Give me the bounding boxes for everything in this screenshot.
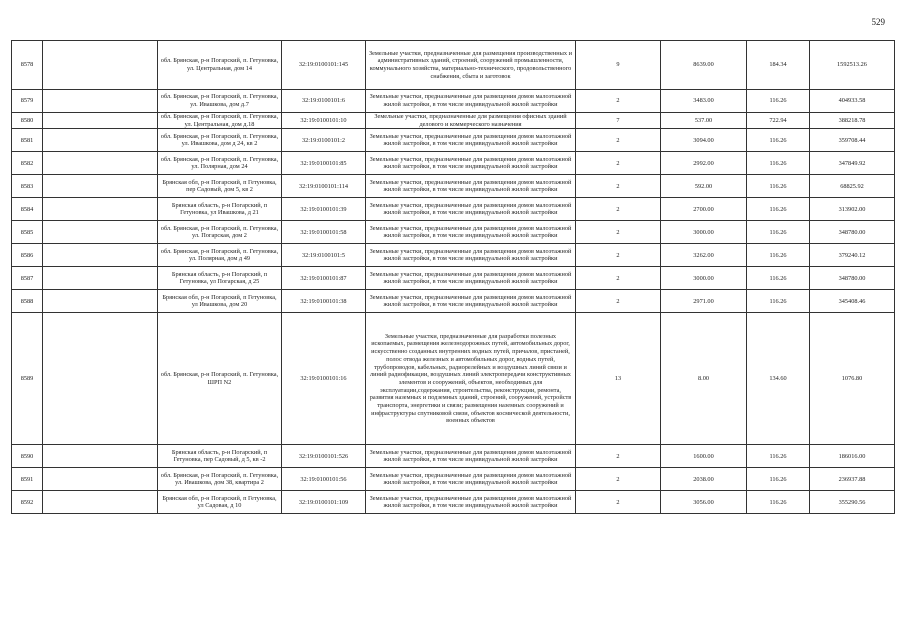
area-cell: 3000.00 <box>661 221 747 244</box>
row-number: 8588 <box>12 290 43 313</box>
area-cell: 3056.00 <box>661 491 747 514</box>
table-row <box>12 491 895 514</box>
specific-value-cell: 116.26 <box>747 468 810 491</box>
cadastral-number-cell: 32:19:0100101:56 <box>282 468 366 491</box>
land-use-cell: Земельные участки, предназначенные для размещения офисных зданий делового и коммерческого назначения <box>366 113 576 129</box>
table-row <box>12 267 895 290</box>
table-row <box>12 313 895 445</box>
use-code-cell: 2 <box>576 491 661 514</box>
row-number: 8583 <box>12 175 43 198</box>
row-number: 8590 <box>12 445 43 468</box>
row-number: 8579 <box>12 90 43 113</box>
use-code-cell: 2 <box>576 244 661 267</box>
specific-value-cell: 116.26 <box>747 198 810 221</box>
empty-cell <box>43 152 158 175</box>
table-body <box>12 41 895 514</box>
table-row <box>12 221 895 244</box>
land-use-cell: Земельные участки, предназначенные для размещения домов малоэтажной жилой застройки, в том числе индивидуальной жилой застройки <box>366 175 576 198</box>
area-cell: 3262.00 <box>661 244 747 267</box>
row-number: 8587 <box>12 267 43 290</box>
table-row <box>12 113 895 129</box>
use-code-cell: 2 <box>576 129 661 152</box>
area-cell: 2971.00 <box>661 290 747 313</box>
empty-cell <box>43 113 158 129</box>
use-code-cell: 2 <box>576 468 661 491</box>
row-number: 8589 <box>12 313 43 445</box>
row-number: 8582 <box>12 152 43 175</box>
area-cell: 592.00 <box>661 175 747 198</box>
cadastral-value-cell: 186016.00 <box>810 445 895 468</box>
page-number: 529 <box>871 17 885 27</box>
land-use-cell: Земельные участки, предназначенные для размещения домов малоэтажной жилой застройки, в том числе индивидуальной жилой застройки <box>366 198 576 221</box>
land-use-cell: Земельные участки, предназначенные для размещения домов малоэтажной жилой застройки, в том числе индивидуальной жилой застройки <box>366 244 576 267</box>
empty-cell <box>43 129 158 152</box>
specific-value-cell: 116.26 <box>747 221 810 244</box>
land-use-cell: Земельные участки, предназначенные для размещения домов малоэтажной жилой застройки, в том числе индивидуальной жилой застройки <box>366 468 576 491</box>
empty-cell <box>43 445 158 468</box>
cadastral-number-cell: 32:19:0100101:16 <box>282 313 366 445</box>
area-cell: 3094.00 <box>661 129 747 152</box>
cadastral-number-cell: 32:19:0100101:58 <box>282 221 366 244</box>
row-number: 8585 <box>12 221 43 244</box>
address-cell: обл. Брянская, р-н Погарский, п. Гетуновка, ул. Центральная, дом д.18 <box>158 113 282 129</box>
address-cell: Брянская обл, р-н Погарский, п Гетуновка, ул Садовая, д 10 <box>158 491 282 514</box>
use-code-cell: 2 <box>576 152 661 175</box>
cadastral-value-cell: 68825.92 <box>810 175 895 198</box>
empty-cell <box>43 221 158 244</box>
use-code-cell: 7 <box>576 113 661 129</box>
specific-value-cell: 116.26 <box>747 267 810 290</box>
area-cell: 1600.00 <box>661 445 747 468</box>
cadastral-value-cell: 348780.00 <box>810 221 895 244</box>
empty-cell <box>43 175 158 198</box>
specific-value-cell: 116.26 <box>747 445 810 468</box>
address-cell: обл. Брянская, р-н Погарский, п. Гетуновка, ул. Ивашкова, дом 38, квартира 2 <box>158 468 282 491</box>
area-cell: 2700.00 <box>661 198 747 221</box>
use-code-cell: 13 <box>576 313 661 445</box>
table-row <box>12 129 895 152</box>
specific-value-cell: 116.26 <box>747 90 810 113</box>
land-use-cell: Земельные участки, предназначенные для размещения домов малоэтажной жилой застройки, в том числе индивидуальной жилой застройки <box>366 290 576 313</box>
area-cell: 2992.00 <box>661 152 747 175</box>
address-cell: обл. Брянская, р-н Погарский, п. Гетуновка, ШРП N2 <box>158 313 282 445</box>
cadastral-number-cell: 32:19:0100101:38 <box>282 290 366 313</box>
cadastral-number-cell: 32:19:0100101:10 <box>282 113 366 129</box>
table-row <box>12 445 895 468</box>
empty-cell <box>43 313 158 445</box>
area-cell: 8.00 <box>661 313 747 445</box>
cadastral-value-cell: 388218.78 <box>810 113 895 129</box>
empty-cell <box>43 244 158 267</box>
land-use-cell: Земельные участки, предназначенные для размещения домов малоэтажной жилой застройки, в том числе индивидуальной жилой застройки <box>366 90 576 113</box>
land-use-cell: Земельные участки, предназначенные для размещения домов малоэтажной жилой застройки, в том числе индивидуальной жилой застройки <box>366 491 576 514</box>
cadastral-value-cell: 404933.58 <box>810 90 895 113</box>
cadastral-value-table <box>11 40 895 514</box>
row-number: 8581 <box>12 129 43 152</box>
cadastral-number-cell: 32:19:0100101:39 <box>282 198 366 221</box>
specific-value-cell: 116.26 <box>747 244 810 267</box>
land-use-cell: Земельные участки, предназначенные для размещения домов малоэтажной жилой застройки, в том числе индивидуальной жилой застройки <box>366 129 576 152</box>
row-number: 8578 <box>12 41 43 90</box>
address-cell: обл. Брянская, р-н Погарский, п. Гетуновка, ул. Погарская, дом 2 <box>158 221 282 244</box>
address-cell: Брянская обл, р-н Погарский, п Гетуновка, ул Ивашкова, дом 20 <box>158 290 282 313</box>
land-use-cell: Земельные участки, предназначенные для размещения производственных и административных зданий, строений, сооружений промышленности, коммунального хозяйства, материально-технического, продовольственного снабжения, сбыта и заготовок <box>366 41 576 90</box>
cadastral-number-cell: 32:19:0100101:6 <box>282 90 366 113</box>
specific-value-cell: 116.26 <box>747 491 810 514</box>
row-number: 8580 <box>12 113 43 129</box>
address-cell: Брянская область, р-н Погарский, п Гетуновка, ул Погарская, д 25 <box>158 267 282 290</box>
use-code-cell: 2 <box>576 198 661 221</box>
use-code-cell: 9 <box>576 41 661 90</box>
table-row <box>12 198 895 221</box>
specific-value-cell: 134.60 <box>747 313 810 445</box>
cadastral-value-cell: 1076.80 <box>810 313 895 445</box>
row-number: 8592 <box>12 491 43 514</box>
specific-value-cell: 116.26 <box>747 290 810 313</box>
table-row <box>12 90 895 113</box>
empty-cell <box>43 41 158 90</box>
cadastral-value-cell: 348780.00 <box>810 267 895 290</box>
specific-value-cell: 116.26 <box>747 175 810 198</box>
cadastral-value-cell: 355290.56 <box>810 491 895 514</box>
empty-cell <box>43 198 158 221</box>
area-cell: 3000.00 <box>661 267 747 290</box>
table-row <box>12 41 895 90</box>
use-code-cell: 2 <box>576 90 661 113</box>
area-cell: 2038.00 <box>661 468 747 491</box>
area-cell: 8639.00 <box>661 41 747 90</box>
cadastral-number-cell: 32:19:0100101:5 <box>282 244 366 267</box>
cadastral-number-cell: 32:19:0100101:114 <box>282 175 366 198</box>
cadastral-value-cell: 313902.00 <box>810 198 895 221</box>
land-use-cell: Земельные участки, предназначенные для размещения домов малоэтажной жилой застройки, в том числе индивидуальной жилой застройки <box>366 152 576 175</box>
land-use-cell: Земельные участки, предназначенные для размещения домов малоэтажной жилой застройки, в том числе индивидуальной жилой застройки <box>366 221 576 244</box>
empty-cell <box>43 491 158 514</box>
land-use-cell: Земельные участки, предназначенные для размещения домов малоэтажной жилой застройки, в том числе индивидуальной жилой застройки <box>366 445 576 468</box>
use-code-cell: 2 <box>576 290 661 313</box>
cadastral-value-cell: 347849.92 <box>810 152 895 175</box>
specific-value-cell: 722.94 <box>747 113 810 129</box>
empty-cell <box>43 290 158 313</box>
cadastral-value-cell: 1592513.26 <box>810 41 895 90</box>
address-cell: обл. Брянская, р-н Погарский, п. Гетуновка, ул. Полярная, дом д 49 <box>158 244 282 267</box>
address-cell: Брянская область, р-н Погарский, п Гетуновка, пер Садовый, д 5, кв -2 <box>158 445 282 468</box>
address-cell: Брянская обл, р-н Погарский, п Гетуновка, пер Садовый, дом 5, кв 2 <box>158 175 282 198</box>
table-row <box>12 468 895 491</box>
address-cell: обл. Брянская, р-н Погарский, п. Гетуновка, ул. Полярная, дом 24 <box>158 152 282 175</box>
table-row <box>12 244 895 267</box>
area-cell: 3483.00 <box>661 90 747 113</box>
address-cell: Брянская область, р-н Погарский, п Гетуновка, ул Ивашкова, д 21 <box>158 198 282 221</box>
land-use-cell: Земельные участки, предназначенные для разработки полезных ископаемых, размещения железнодорожных путей, автомобильных дорог, искусственно созданных внутренних водных путей, причалов, пристаней, полос отвода железных и автомобильных дорог, водных путей, трубопроводов, кабельных, радиорелейных и воздушных линий связи и линий радиофикации, воздушных линий электропередачи конструктивных элементов и сооружений, объектов, необходимых для эксплуатации,содержания, строительства, реконструкции, ремонта, развития наземных и подземных зданий, строений, сооружений, устройств транспорта, энергетики и связи; размещения наземных сооружений и инфраструктуры спутниковой связи, объектов космической деятельности, военных объектов <box>366 313 576 445</box>
row-number: 8586 <box>12 244 43 267</box>
empty-cell <box>43 468 158 491</box>
land-use-cell: Земельные участки, предназначенные для размещения домов малоэтажной жилой застройки, в том числе индивидуальной жилой застройки <box>366 267 576 290</box>
cadastral-number-cell: 32:19:0100101:109 <box>282 491 366 514</box>
cadastral-value-cell: 345408.46 <box>810 290 895 313</box>
address-cell: обл. Брянская, р-н Погарский, п. Гетуновка, ул. Ивашкова, дом д 24, кв 2 <box>158 129 282 152</box>
specific-value-cell: 116.26 <box>747 129 810 152</box>
use-code-cell: 2 <box>576 267 661 290</box>
cadastral-number-cell: 32:19:0100101:2 <box>282 129 366 152</box>
use-code-cell: 2 <box>576 175 661 198</box>
row-number: 8591 <box>12 468 43 491</box>
specific-value-cell: 184.34 <box>747 41 810 90</box>
table-row <box>12 152 895 175</box>
cadastral-value-cell: 236937.88 <box>810 468 895 491</box>
empty-cell <box>43 267 158 290</box>
area-cell: 537.00 <box>661 113 747 129</box>
specific-value-cell: 116.26 <box>747 152 810 175</box>
address-cell: обл. Брянская, р-н Погарский, п. Гетуновка, ул. Центральная, дом 14 <box>158 41 282 90</box>
use-code-cell: 2 <box>576 221 661 244</box>
cadastral-number-cell: 32:19:0100101:145 <box>282 41 366 90</box>
cadastral-number-cell: 32:19:0100101:526 <box>282 445 366 468</box>
empty-cell <box>43 90 158 113</box>
table-row <box>12 175 895 198</box>
table-row <box>12 290 895 313</box>
cadastral-number-cell: 32:19:0100101:87 <box>282 267 366 290</box>
row-number: 8584 <box>12 198 43 221</box>
cadastral-value-cell: 379240.12 <box>810 244 895 267</box>
cadastral-number-cell: 32:19:0100101:85 <box>282 152 366 175</box>
cadastral-value-cell: 359708.44 <box>810 129 895 152</box>
use-code-cell: 2 <box>576 445 661 468</box>
address-cell: обл. Брянская, р-н Погарский, п. Гетуновка, ул. Ивашкова, дом д.7 <box>158 90 282 113</box>
